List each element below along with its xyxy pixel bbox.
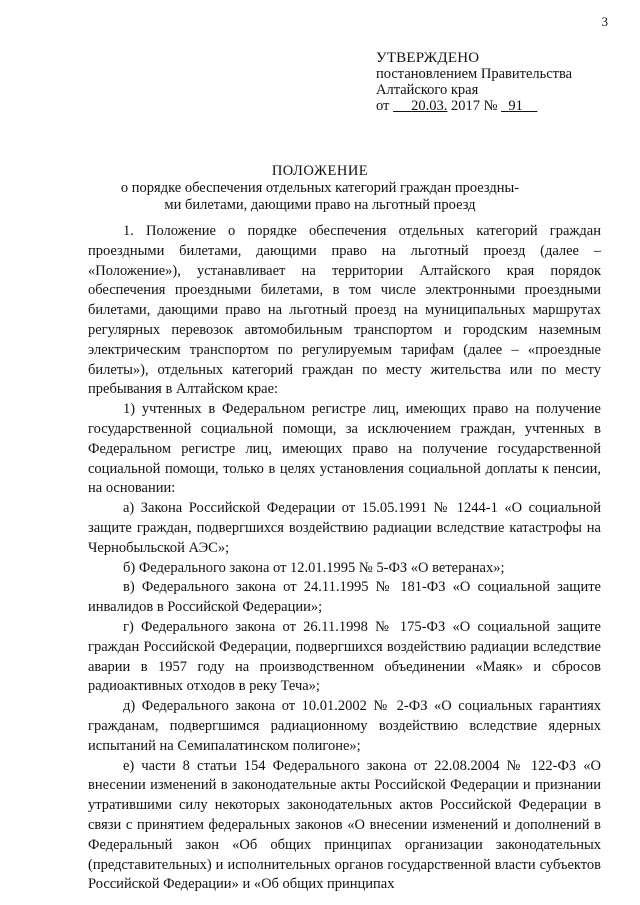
number-sign: № — [483, 98, 498, 114]
document-title — [0, 163, 640, 214]
approval-year: 2017 — [451, 98, 481, 114]
document-heading: ПОЛОЖЕНИЕ — [271, 163, 369, 179]
paragraph: д) Федерального закона от 10.01.2002 № 2-ФЗ «О социальных гарантиях гражданам, подвергшимся радиационному воздействию вследствие ядерных испытаний на Семипалатинском полигоне»; — [88, 698, 601, 754]
paragraph: 1) учтенных в Федеральном регистре лиц, имеющих право на получение государственной социальной помощи, за исключением граждан, учтенных в Федеральном регистре лиц, имеющих право на получение государственной социальной помощи, только в целях установления социальной доплаты к пенсии, на основании: — [88, 401, 601, 497]
document-subtitle-line-2: ми билетами, дающими право на льготный проезд — [164, 197, 476, 213]
approved-label: УТВЕРЖДЕНО — [376, 50, 480, 66]
approval-authority: постановлением Правительства — [376, 66, 573, 82]
document-subtitle-line-1: о порядке обеспечения отдельных категорий граждан проездны- — [120, 180, 520, 196]
page-number: 3 — [601, 14, 608, 29]
paragraph: а) Закона Российской Федерации от 15.05.1991 № 1244-1 «О социальной защите граждан, подвергшихся воздействию радиации вследствие катастрофы на Чернобыльской АЭС»; — [88, 500, 601, 556]
approval-region: Алтайского края — [376, 82, 479, 98]
approval-number: 91 — [508, 98, 523, 114]
approval-date-line — [376, 98, 572, 114]
paragraph: 1. Положение о порядке обеспечения отдельных категорий граждан проездными билетами, дающими право на льготный проезд (далее – «Положение»), устанавливает на территории Алтайского края порядок обеспечения проездными билетами, в том числе электронными проездными билетами, дающими право на льготный проезд на муниципальных маршрутах регулярных перевозок автомобильным транспортом и городским наземным электрическим транспортом по регулируемым тарифам (далее – «проездные билеты»), отдельных категорий граждан по месту жительства или по месту пребывания в Алтайском крае: — [88, 223, 601, 398]
paragraph: в) Федерального закона от 24.11.1995 № 181-ФЗ «О социальной защите инвалидов в Российской Федерации»; — [88, 579, 601, 616]
paragraph: е) части 8 статьи 154 Федерального закона от 22.08.2004 № 122-ФЗ «О внесении изменений в законодательные акты Российской Федерации и признании утратившими силу некоторых законодательных актов Российской Федерации в связи с принятием федеральных законов «О внесении изменений и дополнений в Федеральный закон «Об общих принципах организации законодательных (представительных) и исполнительных органов государственной власти субъектов Российской Федерации» и «Об общих принципах — [88, 757, 601, 893]
approval-stamp — [376, 50, 572, 114]
date-prefix: от — [376, 98, 390, 114]
paragraph: г) Федерального закона от 26.11.1998 № 175-ФЗ «О социальной защите граждан Российской Федерации, подвергшихся воздействию радиации вследствие аварии в 1957 году на производственном объединении «Маяк» и сбросов радиоактивных отходов в реку Теча»; — [88, 618, 601, 695]
document-body — [88, 222, 601, 895]
paragraph: б) Федерального закона от 12.01.1995 № 5-ФЗ «О ветеранах»; — [123, 559, 505, 576]
approval-date: 20.03. — [411, 98, 448, 114]
